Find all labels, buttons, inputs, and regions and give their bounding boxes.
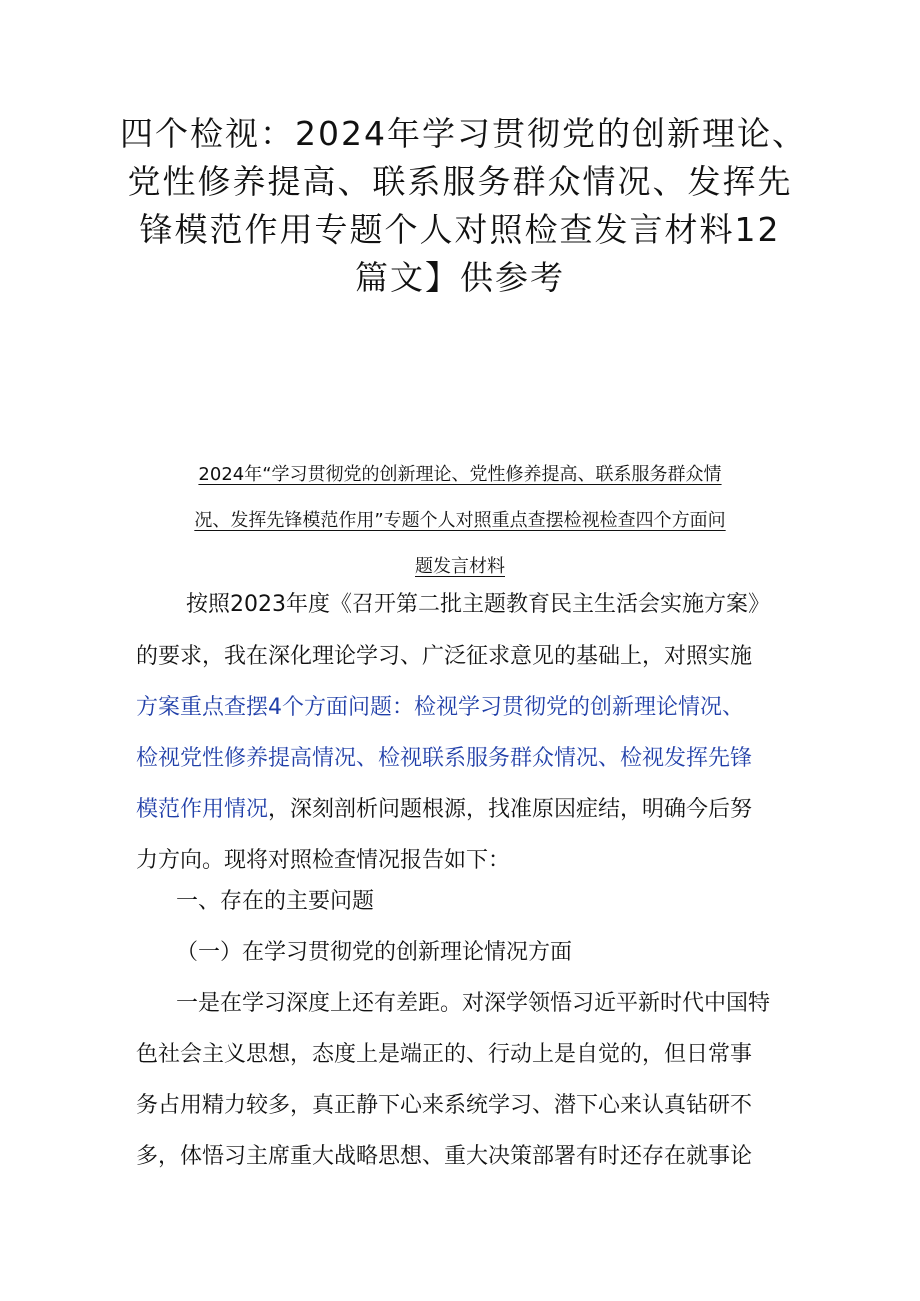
body-line: 多，体悟习主席重大战略思想、重大决策部署有时还存在就事论 [136, 1144, 753, 1169]
body-line: 力方向。现将对照检查情况报告如下： [136, 848, 511, 873]
document-subtitle [120, 452, 800, 590]
title-line: 党性修养提高、联系服务群众情况、发挥先 [127, 162, 793, 201]
title-line: 锋模范作用专题个人对照检查发言材料12 [139, 210, 781, 249]
body-line: 一是在学习深度上还有差距。对深学领悟习近平新时代中国特 [176, 991, 771, 1016]
body-line: 的要求，我在深化理论学习、广泛征求意见的基础上，对照实施 [136, 644, 753, 669]
highlight-text: 模范作用情况 [136, 797, 269, 822]
section-heading: 一、存在的主要问题 [176, 889, 375, 914]
title-line: 四个检视：2024年学习贯彻党的创新理论、 [120, 114, 807, 153]
subsection-heading: （一）在学习贯彻党的创新理论情况方面 [176, 940, 573, 965]
subtitle-line: 题发言材料 [415, 556, 505, 577]
body-line: 务占用精力较多，真正静下心来系统学习、潜下心来认真钻研不 [136, 1093, 753, 1118]
title-line: 篇文】供参考 [355, 258, 565, 297]
body-line [136, 785, 752, 835]
body-line-highlight: 方案重点查摆4个方面问题：检视学习贯彻党的创新理论情况、 [136, 695, 744, 720]
subtitle-line: 况、发挥先锋模范作用”专题个人对照重点查摆检视检查四个方面问 [194, 510, 726, 531]
plain-text: ，深刻剖析问题根源，找准原因症结，明确今后努 [268, 797, 753, 822]
document-title [120, 110, 807, 302]
body-line: 色社会主义思想，态度上是端正的、行动上是自觉的，但日常事 [136, 1042, 753, 1067]
subtitle-line: 2024年“学习贯彻党的创新理论、党性修养提高、联系服务群众情 [198, 464, 722, 485]
body-line-highlight: 检视党性修养提高情况、检视联系服务群众情况、检视发挥先锋 [136, 746, 753, 771]
body-line: 按照2023年度《召开第二批主题教育民主生活会实施方案》 [186, 592, 770, 617]
